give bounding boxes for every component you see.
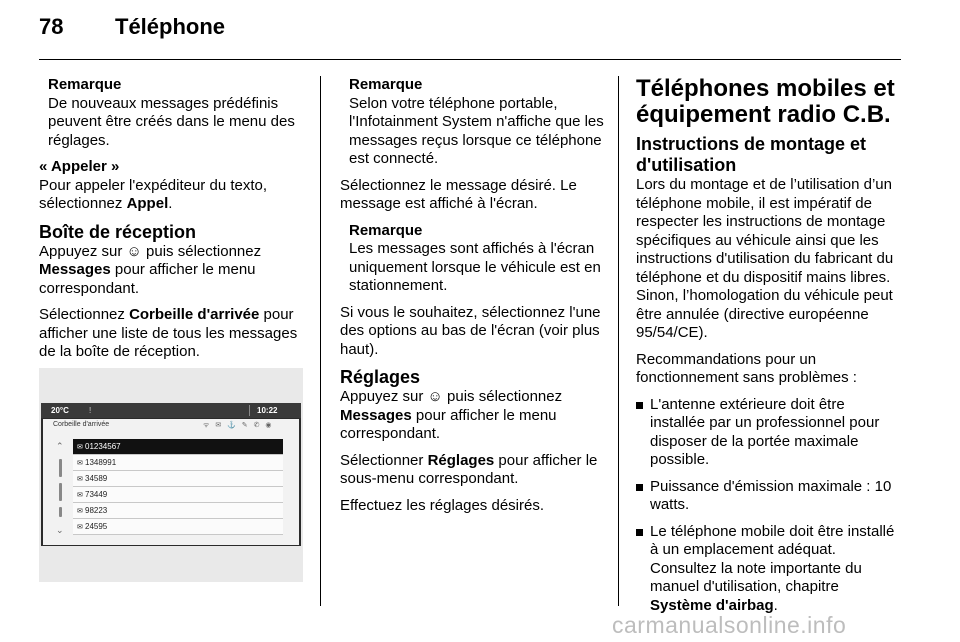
bullet-icon <box>636 484 643 491</box>
message-row[interactable] <box>73 519 283 535</box>
watermark: carmanualsonline.info <box>612 612 847 638</box>
paragraph: Si vous le souhaitez, sélectionnez l'une des options au bas de l'écran (voir plus haut). <box>340 303 601 358</box>
infotainment-screen <box>41 403 301 546</box>
column-divider <box>618 76 619 606</box>
note-text: De nouveaux messages prédéfinis peuvent être créés dans le menu des réglages. <box>48 94 295 149</box>
text-span: puis sélectionnez <box>442 388 563 405</box>
text-span: pour afficher une liste de tous les messages de la boîte de réception. <box>39 306 298 360</box>
list-item-text: Le téléphone mobile doit être installé à un emplacement adéquat. Consultez la note importante du manuel d'utilisation, chapitre <box>650 522 895 595</box>
scrollbar-segment <box>59 507 62 517</box>
scrollbar-segment <box>59 483 62 501</box>
list-item-text: L'antenne extérieure doit être installée par un professionnel pour disposer de la portée maximale possible. <box>650 395 880 468</box>
inbox-title: Corbeille d'arrivée <box>53 421 110 428</box>
scroll-down-icon[interactable]: ⌄ <box>56 525 64 535</box>
text-span: . <box>773 596 778 614</box>
message-list <box>73 439 283 535</box>
header-rule <box>39 59 901 60</box>
recommendation-list <box>636 396 902 616</box>
message-row[interactable] <box>73 487 283 503</box>
status-icons: ᯤ ✉ ⚓ ✎ ✆ ◉ <box>203 422 274 429</box>
list-item <box>636 396 902 470</box>
envelope-icon: ✉ <box>77 524 83 531</box>
note-box <box>340 222 605 296</box>
paragraph: Recommandations pour un fonctionnement sans problèmes : <box>636 350 857 386</box>
column-right <box>636 76 902 623</box>
note-text: Les messages sont affichés à l'écran uniquement lorsque le véhicule est en stationnement. <box>349 240 601 294</box>
temperature: 20°C <box>51 406 69 415</box>
settings-paragraph-1 <box>340 388 605 444</box>
clock: 10:22 <box>257 406 278 415</box>
envelope-icon: ✉ <box>77 476 83 483</box>
text-span: pour afficher le menu correspondant. <box>340 406 557 442</box>
message-row[interactable] <box>73 471 283 487</box>
envelope-icon: ✉ <box>77 460 83 467</box>
home-icon: ☺ <box>126 242 142 260</box>
text-span: puis sélectionnez <box>141 242 262 260</box>
envelope-icon: ✉ <box>77 508 83 515</box>
scrollbar-segment <box>59 459 62 477</box>
note-title: Remarque <box>349 221 423 239</box>
settings-heading: Réglages <box>340 367 421 387</box>
note-box <box>340 76 605 169</box>
message-sender: 98223 <box>85 506 108 515</box>
paragraph: Sélectionnez le message désiré. Le message est affiché à l'écran. <box>340 176 577 212</box>
note-title: Remarque <box>349 76 423 93</box>
column-divider <box>320 76 321 606</box>
list-item <box>636 523 902 616</box>
column-left <box>39 76 307 370</box>
column-middle <box>340 76 605 523</box>
scroll-up-icon[interactable]: ⌃ <box>56 441 64 451</box>
subsection-heading: Instructions de montage et d'utilisation <box>636 134 867 175</box>
bullet-icon <box>636 402 643 409</box>
message-row[interactable] <box>73 503 283 519</box>
envelope-icon: ✉ <box>77 492 83 499</box>
note-box <box>39 76 307 150</box>
menu-term: Appel <box>126 195 169 212</box>
status-bar <box>41 403 301 418</box>
text-span: . <box>168 195 173 212</box>
message-row[interactable] <box>73 455 283 471</box>
message-sender: 73449 <box>85 490 108 499</box>
menu-term: Corbeille d'arrivée <box>129 306 260 323</box>
message-sender: 24595 <box>85 522 108 531</box>
text-span: Sélectionner <box>340 451 428 469</box>
list-item-text: Puissance d'émission maximale : 10 watts. <box>650 477 892 513</box>
inbox-screenshot <box>39 368 303 582</box>
menu-term: Système d'airbag <box>650 596 774 614</box>
inbox-heading: Boîte de réception <box>39 221 197 242</box>
message-sender: 34589 <box>85 474 108 483</box>
call-heading: « Appeler » <box>39 158 120 175</box>
envelope-icon: ✉ <box>77 444 83 451</box>
home-icon: ☺ <box>427 388 443 405</box>
message-sender: 1348991 <box>85 458 117 467</box>
text-span: Pour appeler l'expéditeur du texto, sélectionnez <box>39 176 268 212</box>
section-heading: Téléphones mobiles et équipement radio C.B. <box>636 75 895 128</box>
chapter-title: Téléphone <box>115 14 226 39</box>
note-title: Remarque <box>48 76 122 93</box>
text-span: Sélectionnez <box>39 306 130 323</box>
bullet-icon <box>636 529 643 536</box>
menu-term: Messages <box>39 261 111 278</box>
inbox-panel <box>43 419 299 545</box>
divider <box>249 405 250 416</box>
menu-term: Réglages <box>427 451 495 469</box>
inbox-paragraph-2 <box>39 306 307 362</box>
text-span: Appuyez sur <box>340 388 428 405</box>
text-span: pour afficher le menu correspondant. <box>39 261 256 297</box>
text-span: Appuyez sur <box>39 242 127 260</box>
inbox-paragraph-1 <box>39 243 307 299</box>
message-sender: 01234567 <box>85 442 121 451</box>
paragraph: Lors du montage et de l’utilisation d’un téléphone mobile, il est impératif de respecter les instructions de montage spécifiques au véhicule ainsi que les instructions d'utilisation du fabricant du téléphone et du dispositif mains libres. Sinon, l’homologation du véhicule peut être annulée (directive européenne 95/54/CE). <box>636 176 894 341</box>
call-paragraph <box>39 177 307 214</box>
message-row[interactable] <box>73 439 283 455</box>
page-number: 78 <box>39 14 64 39</box>
alert-icon: ! <box>89 406 92 415</box>
list-item <box>636 478 902 515</box>
settings-paragraph-3: Effectuez les réglages désirés. <box>340 496 545 514</box>
settings-paragraph-2 <box>340 452 605 489</box>
note-text: Selon votre téléphone portable, l'Infotainment System n'affiche que les messages reçus lorsque ce téléphone est connecté. <box>349 94 604 167</box>
menu-term: Messages <box>340 406 412 424</box>
text-span: pour afficher le sous-menu correspondant. <box>340 451 598 487</box>
